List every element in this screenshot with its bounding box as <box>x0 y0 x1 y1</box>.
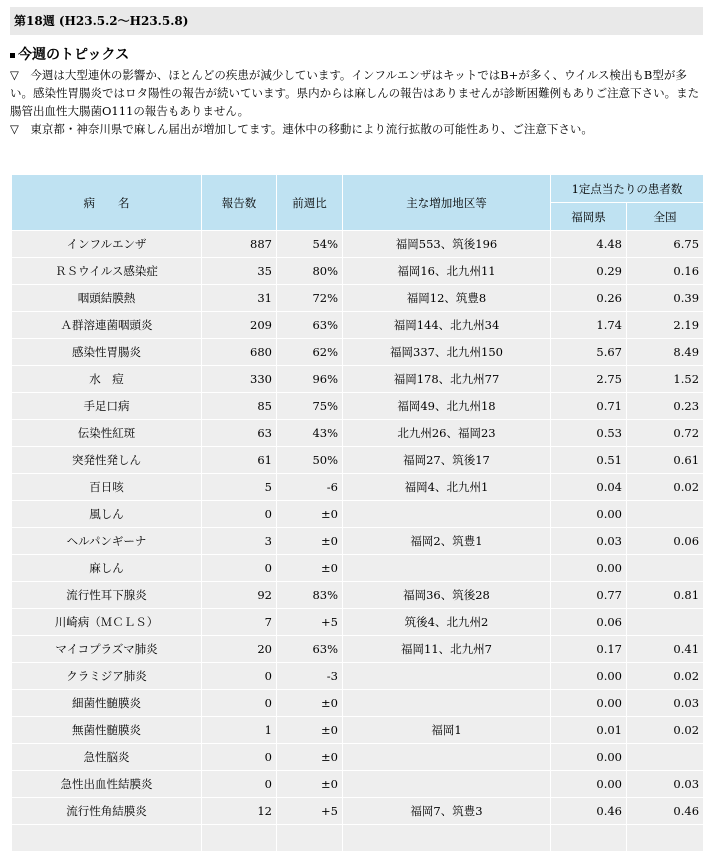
table-row <box>12 744 704 771</box>
week-header: 第18週 (H23.5.2〜H23.5.8) <box>10 7 703 35</box>
cell-national: 0.02 <box>627 717 704 744</box>
cell-reports: 680 <box>202 339 277 366</box>
cell-ratio: +5 <box>277 798 343 825</box>
cell-ratio: +5 <box>277 609 343 636</box>
topics-body <box>10 66 703 138</box>
cell-fukuoka: 0.00 <box>551 771 627 798</box>
topics-title: 今週のトピックス <box>18 47 130 63</box>
cell-areas: 福岡36、筑後28 <box>343 582 551 609</box>
cell-fukuoka: 0.01 <box>551 717 627 744</box>
cell-reports: 85 <box>202 393 277 420</box>
table-row <box>12 609 704 636</box>
cell-fukuoka: 0.00 <box>551 690 627 717</box>
cell-reports: 31 <box>202 285 277 312</box>
cell-national <box>627 744 704 771</box>
cell-reports: 330 <box>202 366 277 393</box>
cell-ratio: 63% <box>277 312 343 339</box>
table-row <box>12 555 704 582</box>
cell-fukuoka: 0.00 <box>551 501 627 528</box>
table-row <box>12 285 704 312</box>
cell-ratio: ±0 <box>277 690 343 717</box>
cell-areas <box>343 771 551 798</box>
cell-disease: 急性脳炎 <box>12 744 202 771</box>
cell-disease: 突発性発しん <box>12 447 202 474</box>
cell-ratio: -3 <box>277 663 343 690</box>
cell-empty <box>627 825 704 852</box>
cell-areas: 北九州26、福岡23 <box>343 420 551 447</box>
topic-item: ▽ 東京都・神奈川県で麻しん届出が増加してます。連休中の移動により流行拡散の可能性あり、ご注意下さい。 <box>10 122 593 136</box>
cell-areas: 福岡49、北九州18 <box>343 393 551 420</box>
cell-disease: 細菌性髄膜炎 <box>12 690 202 717</box>
cell-empty <box>343 825 551 852</box>
cell-national: 0.06 <box>627 528 704 555</box>
cell-disease: マイコプラズマ肺炎 <box>12 636 202 663</box>
cell-ratio: 75% <box>277 393 343 420</box>
cell-empty <box>12 825 202 852</box>
cell-disease: インフルエンザ <box>12 231 202 258</box>
cell-reports: 3 <box>202 528 277 555</box>
cell-reports: 1 <box>202 717 277 744</box>
cell-disease: Ａ群溶連菌咽頭炎 <box>12 312 202 339</box>
cell-national: 0.61 <box>627 447 704 474</box>
table-row <box>12 501 704 528</box>
cell-fukuoka: 1.74 <box>551 312 627 339</box>
cell-areas: 福岡1 <box>343 717 551 744</box>
cell-ratio: 80% <box>277 258 343 285</box>
table-row <box>12 663 704 690</box>
cell-reports: 35 <box>202 258 277 285</box>
cell-national: 0.16 <box>627 258 704 285</box>
cell-disease: 手足口病 <box>12 393 202 420</box>
cell-fukuoka: 2.75 <box>551 366 627 393</box>
cell-reports: 20 <box>202 636 277 663</box>
cell-ratio: 72% <box>277 285 343 312</box>
cell-areas: 筑後4、北九州2 <box>343 609 551 636</box>
cell-areas: 福岡553、筑後196 <box>343 231 551 258</box>
cell-reports: 0 <box>202 690 277 717</box>
cell-areas: 福岡144、北九州34 <box>343 312 551 339</box>
cell-areas: 福岡337、北九州150 <box>343 339 551 366</box>
bullet-square-icon <box>10 53 15 58</box>
table-row <box>12 339 704 366</box>
cell-national: 8.49 <box>627 339 704 366</box>
table-row <box>12 393 704 420</box>
cell-reports: 0 <box>202 663 277 690</box>
cell-reports: 0 <box>202 771 277 798</box>
cell-ratio: ±0 <box>277 744 343 771</box>
cell-fukuoka: 0.17 <box>551 636 627 663</box>
table-row <box>12 771 704 798</box>
cell-disease: クラミジア肺炎 <box>12 663 202 690</box>
cell-fukuoka: 0.77 <box>551 582 627 609</box>
cell-ratio: ±0 <box>277 555 343 582</box>
cell-fukuoka: 0.00 <box>551 555 627 582</box>
topic-item: ▽ 今週は大型連休の影響か、ほとんどの疾患が減少しています。インフルエンザはキットではB+が多く、ウイルス検出もB型が多い。感染性胃腸炎ではロタ陽性の報告が続いています。県内からは麻しんの報告はありませんが診断困難例もありご注意下さい。また腸管出血性大腸菌O111の報告もありません。 <box>10 68 700 118</box>
cell-disease: 川崎病（ＭＣＬＳ） <box>12 609 202 636</box>
table-row <box>12 231 704 258</box>
cell-ratio: 83% <box>277 582 343 609</box>
cell-empty <box>202 825 277 852</box>
header-fukuoka: 福岡県 <box>551 203 627 231</box>
cell-reports: 209 <box>202 312 277 339</box>
cell-reports: 0 <box>202 744 277 771</box>
cell-areas <box>343 555 551 582</box>
table-row <box>12 798 704 825</box>
cell-areas <box>343 501 551 528</box>
header-disease: 病 名 <box>12 175 202 231</box>
cell-empty <box>551 825 627 852</box>
table-row <box>12 825 704 852</box>
cell-ratio: ±0 <box>277 717 343 744</box>
cell-fukuoka: 0.53 <box>551 420 627 447</box>
table-row <box>12 258 704 285</box>
table-row <box>12 312 704 339</box>
cell-national <box>627 555 704 582</box>
cell-fukuoka: 0.00 <box>551 744 627 771</box>
cell-areas: 福岡7、筑豊3 <box>343 798 551 825</box>
cell-disease: 伝染性紅斑 <box>12 420 202 447</box>
cell-ratio: 43% <box>277 420 343 447</box>
cell-disease: ＲＳウイルス感染症 <box>12 258 202 285</box>
cell-fukuoka: 0.04 <box>551 474 627 501</box>
cell-national: 0.02 <box>627 663 704 690</box>
cell-areas: 福岡2、筑豊1 <box>343 528 551 555</box>
cell-national: 1.52 <box>627 366 704 393</box>
table-row <box>12 690 704 717</box>
cell-reports: 0 <box>202 501 277 528</box>
cell-ratio: -6 <box>277 474 343 501</box>
cell-fukuoka: 4.48 <box>551 231 627 258</box>
cell-fukuoka: 0.71 <box>551 393 627 420</box>
cell-national: 0.03 <box>627 771 704 798</box>
cell-disease: ヘルパンギーナ <box>12 528 202 555</box>
cell-fukuoka: 0.46 <box>551 798 627 825</box>
cell-ratio: ±0 <box>277 771 343 798</box>
cell-disease: 風しん <box>12 501 202 528</box>
cell-fukuoka: 0.06 <box>551 609 627 636</box>
cell-national: 0.03 <box>627 690 704 717</box>
cell-disease: 咽頭結膜熱 <box>12 285 202 312</box>
cell-reports: 61 <box>202 447 277 474</box>
cell-reports: 63 <box>202 420 277 447</box>
header-areas: 主な増加地区等 <box>343 175 551 231</box>
cell-areas <box>343 690 551 717</box>
cell-fukuoka: 0.00 <box>551 663 627 690</box>
cell-national: 2.19 <box>627 312 704 339</box>
cell-disease: 水 痘 <box>12 366 202 393</box>
table-row <box>12 582 704 609</box>
cell-disease: 流行性角結膜炎 <box>12 798 202 825</box>
cell-disease: 無菌性髄膜炎 <box>12 717 202 744</box>
cell-national: 6.75 <box>627 231 704 258</box>
cell-empty <box>277 825 343 852</box>
cell-reports: 0 <box>202 555 277 582</box>
cell-fukuoka: 0.51 <box>551 447 627 474</box>
cell-national: 0.72 <box>627 420 704 447</box>
topics-heading <box>10 44 129 64</box>
table-row <box>12 717 704 744</box>
cell-national: 0.81 <box>627 582 704 609</box>
header-national: 全国 <box>627 203 704 231</box>
header-reports: 報告数 <box>202 175 277 231</box>
table-row <box>12 636 704 663</box>
cell-fukuoka: 0.29 <box>551 258 627 285</box>
cell-ratio: 50% <box>277 447 343 474</box>
cell-ratio: ±0 <box>277 501 343 528</box>
cell-disease: 流行性耳下腺炎 <box>12 582 202 609</box>
cell-areas: 福岡178、北九州77 <box>343 366 551 393</box>
header-ratio: 前週比 <box>277 175 343 231</box>
cell-national <box>627 609 704 636</box>
cell-reports: 12 <box>202 798 277 825</box>
cell-areas: 福岡27、筑後17 <box>343 447 551 474</box>
cell-reports: 887 <box>202 231 277 258</box>
table-row <box>12 420 704 447</box>
cell-disease: 感染性胃腸炎 <box>12 339 202 366</box>
cell-areas <box>343 744 551 771</box>
table-body <box>12 231 704 852</box>
cell-national: 0.46 <box>627 798 704 825</box>
cell-national: 0.02 <box>627 474 704 501</box>
table-row <box>12 447 704 474</box>
cell-ratio: 54% <box>277 231 343 258</box>
cell-national: 0.41 <box>627 636 704 663</box>
cell-ratio: 96% <box>277 366 343 393</box>
cell-fukuoka: 5.67 <box>551 339 627 366</box>
cell-ratio: 62% <box>277 339 343 366</box>
disease-report-table <box>11 174 704 852</box>
cell-reports: 5 <box>202 474 277 501</box>
table-row <box>12 366 704 393</box>
cell-disease: 麻しん <box>12 555 202 582</box>
cell-disease: 百日咳 <box>12 474 202 501</box>
cell-national <box>627 501 704 528</box>
cell-areas <box>343 663 551 690</box>
cell-national: 0.39 <box>627 285 704 312</box>
cell-disease: 急性出血性結膜炎 <box>12 771 202 798</box>
cell-areas: 福岡16、北九州11 <box>343 258 551 285</box>
table-row <box>12 474 704 501</box>
cell-ratio: ±0 <box>277 528 343 555</box>
cell-fukuoka: 0.26 <box>551 285 627 312</box>
header-per-point: 1定点当たりの患者数 <box>551 175 704 203</box>
cell-reports: 7 <box>202 609 277 636</box>
cell-reports: 92 <box>202 582 277 609</box>
cell-areas: 福岡11、北九州7 <box>343 636 551 663</box>
cell-areas: 福岡12、筑豊8 <box>343 285 551 312</box>
cell-areas: 福岡4、北九州1 <box>343 474 551 501</box>
cell-ratio: 63% <box>277 636 343 663</box>
cell-fukuoka: 0.03 <box>551 528 627 555</box>
cell-national: 0.23 <box>627 393 704 420</box>
table-row <box>12 528 704 555</box>
